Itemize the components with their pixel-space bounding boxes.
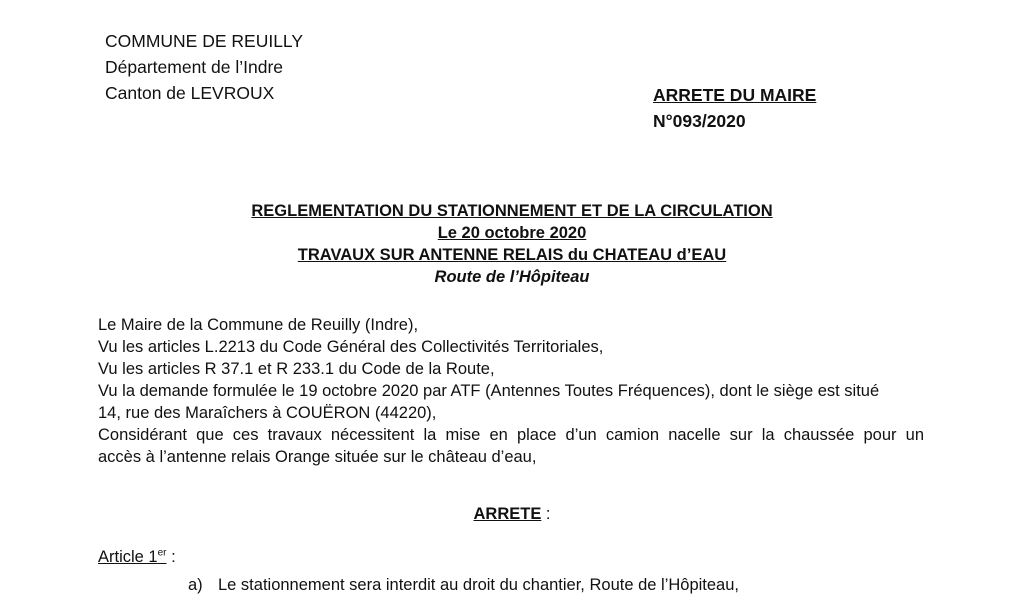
decree-title: ARRETE DU MAIRE — [653, 85, 817, 105]
article-colon: : — [166, 548, 176, 566]
preamble-line: Vu les articles L.2213 du Code Général des Collectivités Territoriales, — [98, 338, 604, 356]
article-label: Article 1er — [98, 547, 167, 566]
subject-title-block — [0, 200, 1024, 288]
issuer-block — [105, 28, 303, 106]
article-item — [188, 576, 739, 596]
article-superscript: er — [157, 547, 167, 559]
preamble-line: Vu la demande formulée le 19 octobre 2020 par ATF (Antennes Toutes Fréquences), dont le siège est situé — [98, 382, 880, 400]
commune-name: COMMUNE DE REUILLY — [105, 31, 304, 51]
subject-line-1: REGLEMENTATION DU STATIONNEMENT ET DE LA CIRCULATION — [251, 202, 773, 220]
decree-number: N°093/2020 — [653, 111, 746, 131]
arrete-colon: : — [541, 505, 551, 523]
canton-name: Canton de LEVROUX — [105, 83, 275, 103]
item-text: Le stationnement sera interdit au droit du chantier, Route de l’Hôpiteau, — [218, 576, 739, 594]
preamble — [98, 314, 924, 468]
article-heading — [98, 548, 176, 568]
preamble-line: Vu les articles R 37.1 et R 233.1 du Code de la Route, — [98, 360, 495, 378]
subject-location: Route de l’Hôpiteau — [434, 268, 590, 286]
decree-heading — [653, 82, 816, 134]
subject-line-3: TRAVAUX SUR ANTENNE RELAIS du CHATEAU d’EAU — [297, 246, 727, 264]
preamble-line: Considérant que ces travaux nécessitent la mise en place d’un camion nacelle sur la chaussée pour un — [98, 426, 924, 444]
preamble-line: Le Maire de la Commune de Reuilly (Indre), — [98, 316, 419, 334]
subject-date: Le 20 octobre 2020 — [437, 224, 587, 242]
preamble-line: accès à l’antenne relais Orange située sur le château d’eau, — [98, 448, 537, 466]
preamble-line: 14, rue des Maraîchers à COUËRON (44220), — [98, 404, 437, 422]
departement-name: Département de l’Indre — [105, 57, 284, 77]
arrete-heading — [0, 505, 1024, 525]
arrete-label: ARRETE — [473, 505, 542, 523]
item-marker: a) — [188, 576, 203, 594]
